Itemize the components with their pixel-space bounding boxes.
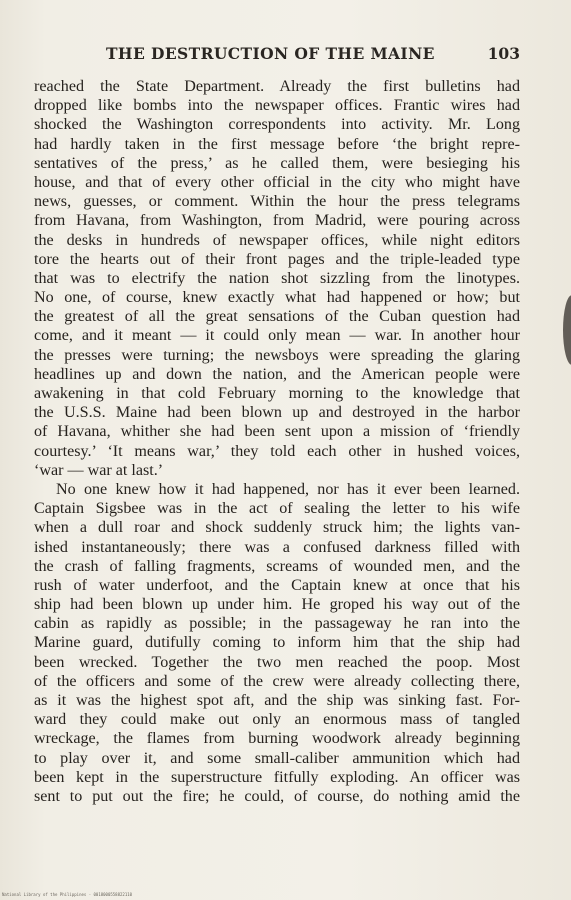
page-edge-shadow bbox=[563, 295, 571, 365]
text-line: to play over it, and some small-caliber ammunition which had bbox=[34, 749, 520, 767]
library-stamp: National Library of the Philippines · 0018000558822110 bbox=[2, 892, 133, 897]
text-line: headlines up and down the nation, and the American people were bbox=[34, 365, 520, 383]
text-line: the greatest of all the great sensations of the Cuban question had bbox=[34, 308, 520, 326]
text-line: from Havana, from Washington, from Madrid, were pouring across bbox=[34, 212, 520, 230]
text-line: tore the hearts out of their front pages and the triple-leaded type bbox=[34, 250, 520, 268]
text-line: of the officers and some of the crew were already collecting there, bbox=[34, 672, 520, 690]
page-header bbox=[34, 44, 520, 70]
page-number: 103 bbox=[487, 44, 520, 63]
body-text bbox=[34, 77, 520, 806]
text-line: wreckage, the flames from burning woodwork already beginning bbox=[34, 730, 520, 748]
text-line: shocked the Washington correspondents into activity. Mr. Long bbox=[34, 116, 520, 134]
text-line: the crash of falling fragments, screams of wounded men, and the bbox=[34, 557, 520, 575]
text-line: ished instantaneously; there was a confused darkness filled with bbox=[34, 538, 520, 556]
text-line: been wrecked. Together the two men reached the poop. Most bbox=[34, 653, 520, 671]
text-line: had hardly taken in the first message before ‘the bright repre- bbox=[34, 135, 520, 153]
text-line: that was to electrify the nation shot sizzling from the linotypes. bbox=[34, 269, 520, 287]
text-line: sentatives of the press,’ as he called them, were besieging his bbox=[34, 154, 520, 172]
text-line: been kept in the superstructure fitfully exploding. An officer was bbox=[34, 768, 520, 786]
running-title: THE DESTRUCTION OF THE MAINE bbox=[106, 44, 435, 63]
text-line: No one knew how it had happened, nor has it ever been learned. bbox=[56, 480, 520, 498]
text-line: ward they could make out only an enormous mass of tangled bbox=[34, 711, 520, 729]
text-line: ‘war — war at last.’ bbox=[34, 461, 164, 479]
text-line: when a dull roar and shock suddenly struck him; the lights van- bbox=[34, 519, 520, 537]
text-line: sent to put out the fire; he could, of course, do nothing amid the bbox=[34, 787, 520, 805]
text-line: news, guesses, or comment. Within the hour the press telegrams bbox=[34, 193, 520, 211]
text-line: dropped like bombs into the newspaper offices. Frantic wires had bbox=[34, 97, 520, 115]
text-line: the desks in hundreds of newspaper offices, while night editors bbox=[34, 231, 520, 249]
text-line: reached the State Department. Already the first bulletins had bbox=[34, 78, 520, 95]
text-line: of Havana, whither she had been sent upon a mission of ‘friendly bbox=[34, 423, 520, 441]
text-line: cabin as rapidly as possible; in the passageway he ran into the bbox=[34, 615, 520, 633]
text-line: Marine guard, dutifully coming to inform him that the ship had bbox=[34, 634, 520, 652]
text-line: ship had been blown up under him. He groped his way out of the bbox=[34, 596, 520, 614]
text-line: rush of water underfoot, and the Captain knew at once that his bbox=[34, 576, 520, 594]
text-line: house, and that of every other official in the city who might have bbox=[34, 173, 520, 191]
text-line: courtesy.’ ‘It means war,’ they told each other in hushed voices, bbox=[34, 442, 520, 460]
text-line: come, and it meant — it could only mean — war. In another hour bbox=[34, 327, 520, 345]
text-line: No one, of course, knew exactly what had happened or how; but bbox=[34, 289, 520, 307]
text-line: Captain Sigsbee was in the act of sealing the letter to his wife bbox=[34, 500, 520, 518]
text-line: awakening in that cold February morning to the knowledge that bbox=[34, 385, 520, 402]
text-line: the presses were turning; the newsboys were spreading the glaring bbox=[34, 346, 520, 364]
text-line: the U.S.S. Maine had been blown up and destroyed in the harbor bbox=[34, 404, 520, 422]
text-line: as it was the highest spot aft, and the ship was sinking fast. For- bbox=[34, 692, 520, 709]
